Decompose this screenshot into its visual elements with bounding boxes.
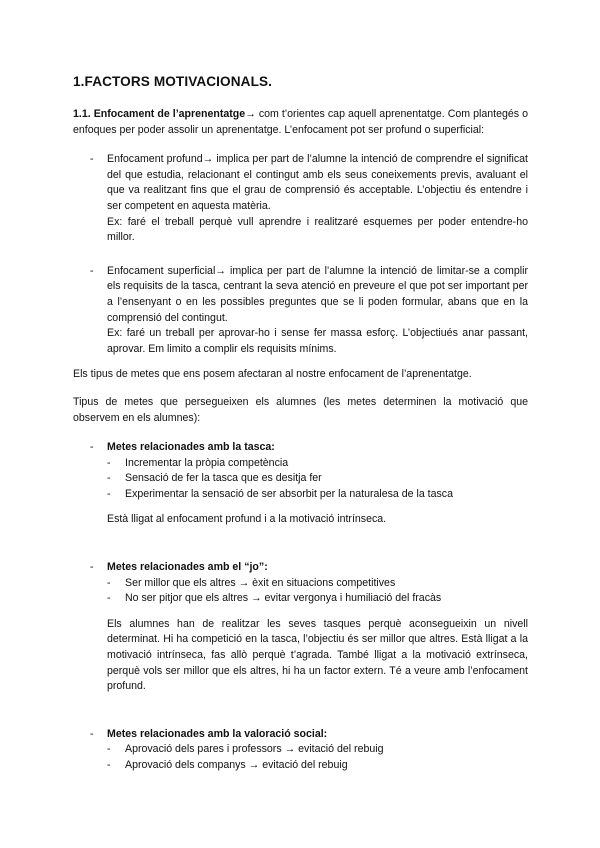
document-content: [73, 73, 528, 784]
goal-note: Està lligat al enfocament profund i a la motivació intrínseca.: [107, 513, 387, 526]
approach-example: Ex: faré el treball perquè vull aprendre i realitzaré esquemes per poder entendre-ho millor.: [107, 215, 528, 244]
approach-text: Enfocament superficial→ implica per part de l’alumne la intenció de limitar-se a complir els requisits de la tasca, centrant la seva atenció en preveure el que pot ser important per a l’ensenyant o en les possibles preguntes que se li poden formular, abans que en la comprensió del contingut.: [107, 264, 528, 324]
list-item: - Aprovació dels pares i professors → evitació del rebuig: [107, 743, 384, 756]
goal-heading: Metes relacionades amb la valoració social:: [107, 727, 328, 740]
paragraph-goals-effect: Els tipus de metes que ens posem afectaran al nostre enfocament de l’aprenentatge.: [73, 368, 472, 381]
approach-item: [73, 152, 528, 246]
list-item: - Experimentar la sensació de ser absorbit per la naturalesa de la tasca: [107, 487, 453, 500]
goal-group: [73, 440, 528, 456]
goal-group: [73, 727, 528, 743]
list-item: - Ser millor que els altres → èxit en situacions competitives: [107, 576, 396, 589]
bullet-dash: -: [90, 727, 94, 740]
bullet-dash: -: [90, 561, 94, 574]
list-item: - No ser pitjor que els altres → evitar vergonya i humiliació del fracàs: [107, 592, 442, 605]
bullet-dash: -: [90, 441, 94, 454]
goal-items: [73, 742, 528, 773]
bullet-dash: -: [90, 153, 94, 166]
list-item: - Sensació de fer la tasca que es desitja fer: [107, 472, 322, 485]
page-title: 1.FACTORS MOTIVACIONALS.: [73, 74, 273, 89]
section-intro: [73, 107, 528, 138]
goal-items: [73, 576, 528, 607]
paragraph-goal-types: Tipus de metes que persegueixen els alumnes (les metes determinen la motivació que observem en els alumnes):: [73, 395, 528, 424]
bullet-dash: -: [90, 264, 94, 277]
approach-item: [73, 264, 528, 358]
goal-heading: Metes relacionades amb el “jo”:: [107, 561, 268, 574]
section-intro-text: com t’orientes cap aquell aprenentatge. Com plantegés o enfoques per poder assolir un aprenentatge. L’enfocament pot ser profund o superficial:: [73, 108, 528, 136]
list-item: - Aprovació dels companys → evitació del rebuig: [107, 759, 348, 771]
approach-text: Enfocament profund→ implica per part de l’alumne la intenció de comprendre el significat del que estudia, relacionant el contingut amb els seus coneixements previs, avaluant el que va realitzant fins que el grau de comprensió és acceptable. L’objectiu és entendre i ser competent en aquesta matèria.: [107, 153, 528, 212]
goal-group: [73, 560, 528, 576]
approach-example: Ex: faré un treball per aprovar-ho i sense fer massa esforç. L’objectiués anar passant, aprovar. Em limito a complir els requisits mínims.: [107, 327, 528, 355]
list-item: - Incrementar la pròpia competència: [107, 456, 289, 469]
goal-heading: Metes relacionades amb la tasca:: [107, 441, 275, 454]
goal-items: [73, 456, 528, 503]
goal-note: Els alumnes han de realitzar les seves tasques perquè aconsegueixin un nivell determinat. Hi ha competició en la tasca, l’objectiu és ser millor que altres. Està lligat a la motivació intrínseca, fas allò perquè t’agrada. També lligat a la motivació extrínseca, perquè vols ser millor que els altres, hi ha un factor extern. Té a veure amb l’enfocament profund.: [107, 617, 528, 693]
section-heading: 1.1. Enfocament de l’aprenentatge→: [73, 108, 256, 120]
